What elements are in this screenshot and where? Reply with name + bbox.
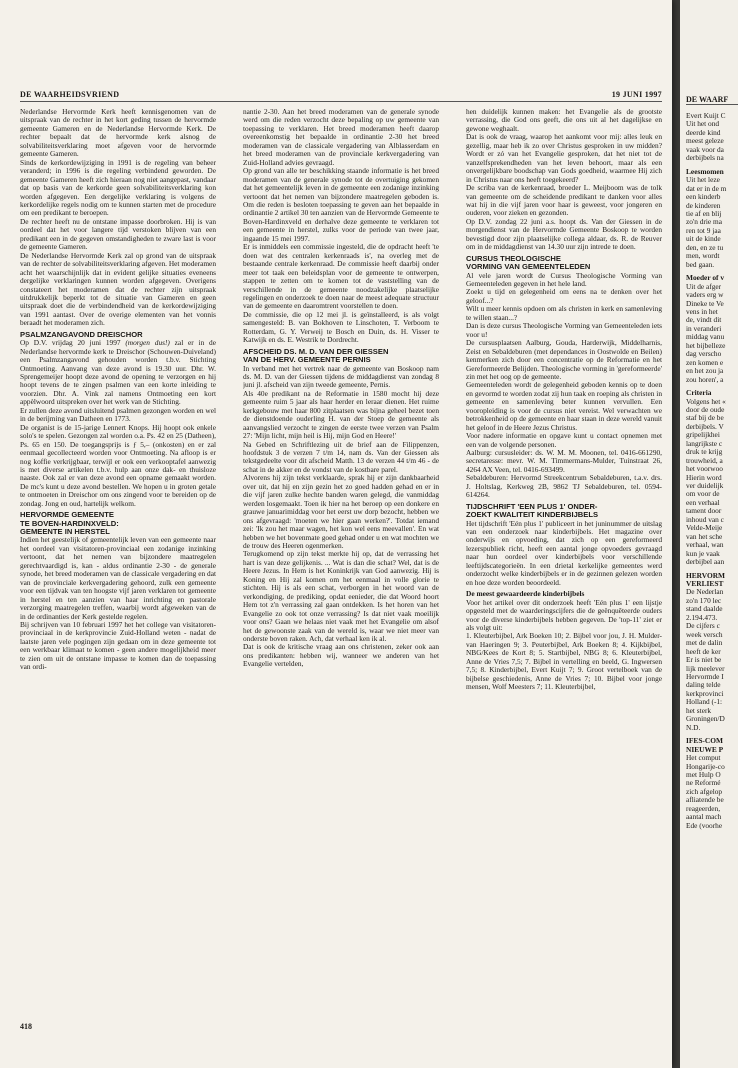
text-line: druk te krijg — [686, 447, 723, 457]
paragraph: Op grond van alle ter beschikking staande informatie is het breed moderamen van de generale synode tot de overtuiging gekomen dat het gemeentelijk leven in de gemeente een zodanige inzinking vertoont dat het nemen van bijzondere maatregelen geboden is. Om die reden is besloten toepassing te geven aan het bepaalde in ordinantie 2 artikel 30 ten aanzien van de Hervormde Gemeente te Boven-Hardinxveld en derhalve deze gemeente te verklaren tot een gemeente in herstel, zulks voor de periode van twee jaar, ingaande 15 mei 1997. — [243, 166, 439, 243]
text-line: men, wordt — [686, 251, 720, 261]
text-line: meest geleze — [686, 136, 724, 146]
text-line: het bijbelleze — [686, 340, 726, 350]
text-line: derbijbel aan — [686, 557, 725, 567]
text-line: gripelijkhei — [686, 430, 720, 440]
subheading — [686, 737, 738, 754]
headline-tijdschrift — [466, 503, 662, 520]
text-line: Ede (voorhe — [686, 820, 723, 830]
subheading: De meest gewaardeerde kinderbijbels — [466, 589, 585, 599]
headline-cursus — [466, 255, 662, 272]
text-line: vens in het — [686, 306, 718, 316]
text-line: stand daalde — [686, 604, 723, 614]
text-line: aantal mach — [686, 812, 722, 822]
headline-line: AFSCHEID DS. M. D. VAN DER GIESSEN — [243, 346, 389, 356]
issue-date: 19 JUNI 1997 — [611, 90, 662, 99]
paragraph: hen duidelijk kunnen maken: het Evangelie als de grootste verrassing, die God ons geeft, die ons uit al het dagelijkse en gewone weghaalt. — [466, 108, 662, 133]
text-block — [686, 588, 738, 732]
text-line: Velde-Meije — [686, 523, 723, 533]
paragraph: De cursusplaatsen Aalburg, Gouda, Harderwijk, Middelharnis, Zeist en Sebaldeburen (met dependances in Oostwolde en Beilen) kenmerken zich door een concentratie op de Reformatie en het Gereformeerde Belijden. Theologische vorming in 'gereformeerde' zin met het oog op de gemeente. — [466, 338, 662, 381]
next-page-edge — [680, 0, 738, 1068]
text-line: het voorwoo — [686, 464, 723, 474]
text-line: week versch — [686, 629, 723, 639]
text-line: Volgens het « — [686, 396, 726, 406]
subheading — [686, 572, 738, 589]
text-line: tament door — [686, 506, 722, 516]
paragraph: Zoekt u tijd en gelegenheid om eens na te denken over het geloof...? — [466, 287, 662, 305]
paragraph: Bij schrijven van 10 februari 1997 het het college van visitatoren-provinciaal in de kerkprovincie Zuid-Holland weten - nadat de laatste jaren vele pogingen zijn gedaan om in deze gemeente tot een werkbaar klimaat te komen - geen andere mogelijkheid meer te zien om uit de ontstane impasse te komen dan de toepassing van ordi- — [20, 620, 216, 672]
text-line: om voor de — [686, 489, 720, 499]
text-line: N.D. — [686, 722, 701, 732]
paragraph: Het tijdschrift 'Eén plus 1' publiceert in het juninummer de uitslag van een onderzoek naar kinderbijbels. Het magazine over onderwijs en opvoeding, dat zich op een gereformeerd lezerspubliek richt, heeft een aantal jonge opvoeders gevraagd naar hun oordeel over kinderbijbels voor verschillende leeftijdscategorieën. In een drietal kerkelijke gemeentes werd onderzocht welke kinderbijbels er in de gezinnen gelezen worden en hoe deze worden beoordeeld. — [466, 518, 662, 587]
text-line: Uit het leze — [686, 175, 720, 185]
paragraph: Voor nadere informatie en opgave kunt u contact opnemen met een van de volgende personen. — [466, 431, 662, 449]
subheading: Moeder of v — [686, 273, 725, 283]
column-1 — [20, 108, 216, 1046]
text-line: en het zou ja — [686, 366, 724, 376]
text-line: ver duidelijk — [686, 481, 724, 491]
subheading: Leesmomen — [686, 166, 724, 176]
text-block — [686, 112, 738, 163]
text-block — [686, 283, 738, 384]
paragraph: De Nederlandse Hervormde Kerk zal op grond van de uitspraak van de rechter de solvabiliteitsverklaring afgeven. Het moderamen acht het waarschijnlijk dat in evident gelijke situaties eveneens dergelijke verklaringen kunnen worden afgegeven. Overigens constateert het moderamen dat de rechter zijn uitspraak uitdrukkelijk beperkt tot de situatie van Gameren en geen uitspraak doet die de verbindendheid van de kerkordewijziging van 1991 aantast. Over de overige elementen van het vonnis beraadt het moderamen zich. — [20, 250, 216, 328]
headline-afscheid — [243, 348, 439, 365]
paragraph: Al vele jaren wordt de Cursus Theologische Vorming van Gemeenteleden gegeven in het hele land. — [466, 270, 662, 288]
text-line: zo'n drie ma — [686, 217, 722, 227]
headline-psalmzangavond: PSALMZANGAVOND DREISCHOR — [20, 329, 143, 339]
text-line: derbijbels. V — [686, 421, 724, 431]
paragraph: In verband met het vertrek naar de gemeente van Boskoop nam ds. M. D. van der Giessen tijdens de middagdienst van zondag 8 juni jl. afscheid van zijn tweede gemeente, Pernis. — [243, 363, 439, 390]
text-line: Uit het ond — [686, 119, 720, 129]
text-line: Holland (-1: — [686, 697, 723, 707]
text-line: Het comput — [686, 753, 721, 763]
text-line: een kinderb — [686, 192, 721, 202]
text-line: zich afgelop — [686, 786, 723, 796]
text-line: langrijkste c — [686, 438, 723, 448]
paragraph: Nederlandse Hervormde Kerk heeft kennisgenomen van de uitspraak van de rechter in het kort geding tussen de hervormde gemeente Gameren en de Nederlandse Hervormde Kerk. De rechter bepaalt dat de hervormde kerk alsnog de solvabiliteitsverklaring moet afgeven voor de hervormde gemeente Gameren. — [20, 108, 216, 159]
paragraph: Alvorens hij zijn tekst verklaarde, sprak hij er zijn dankbaarheid over uit, dat hij en zijn gezin het zo goed hadden gehad en er in die vijf jaren zulke hechte banden waren gelegd, die vanmiddag werden losgemaakt. Toen ik hier na het beroep op een donkere en grauwe januarimiddag voor het eerst uw dorp bezocht, hebben we ons afgevraagd: 'moeten we hier gaan werken?'. Totdat iemand zei: 'Ik zou het maar wagen, het kon wel eens meevallen'. En wat hebben we het bovenmate goed gehad onder u en wat mochten we de trouw des Heeren ogenmerken. — [243, 473, 439, 551]
text: zal er in de Nederlandse hervormde kerk te Dreischor (Schouwen-Duiveland) een Psalmzangavond gehouden worden t.b.v. Stichting Ontmoeting. Aanvang van deze avond is 19.30 uur. Dhr. W. Sprengemeijer hoopt deze avond de opening te verzorgen en hij hoopt tevens de te zingen psalmen van een korte inleiding te voorzien. Dhr. A. Vink zal namens Ontmoeting een kort appèlwoord uitspreken over het werk van de Stichting. — [20, 338, 216, 407]
text-line: door de oude — [686, 404, 725, 414]
headline-line: VAN DE HERV. GEMEENTE PERNIS — [243, 355, 371, 365]
text-line: uit de kinde — [686, 234, 721, 244]
paragraph: Na Gebed en Schriftlezing uit de brief aan de Filippenzen, hoofdstuk 3 de verzen 7 t/m 14, nam ds. Van der Giessen als tekstgedeelte voor dit afscheid Matth. 13 de verzen 44 t/m 46 - de schat in de akker en de vondst van de kostbare parel. — [243, 439, 439, 474]
headline-line: ZOEKT KWALITEIT KINDERBIJBELS — [466, 510, 599, 520]
text-line: staf bij de be — [686, 413, 724, 423]
text-line: dat er in de m — [686, 183, 727, 193]
paragraph — [20, 339, 216, 407]
text-line: het sterk — [686, 705, 712, 715]
emphasis: (morgen dus!) — [125, 338, 170, 348]
paragraph: Aalburg: cursusleider: ds. W. M. M. Moonen, tel. 0416-661290, secretaresse: mevr. W. M. Timmermans-Mulder, Tuinstraat 26, 4264 AX Veen, tel. 0416-693499. — [466, 448, 662, 474]
text-line: verhaal, wan — [686, 540, 724, 550]
paragraph: Voor het artikel over dit onderzoek heeft 'Eén plus 1' een lijstje opgesteld met de waarderingscijfers die de geënquêteerde ouders voor de diverse kinderbijbels hebben gegeven. De 'top-11' ziet er als volgt uit: — [466, 597, 662, 632]
text-line: de, vindt dit — [686, 315, 722, 325]
paragraph: Wilt u meer kennis opdoen om als christen in kerk en samenleving te willen staan...? — [466, 304, 662, 322]
text-line: zou horen', a — [686, 374, 724, 384]
page-header — [20, 90, 662, 102]
text-line: middag vanu — [686, 332, 725, 342]
text-line: afliatende be — [686, 795, 724, 805]
next-page-header: DE WAARF — [686, 95, 738, 105]
text-line: Er is niet be — [686, 655, 722, 665]
text-line: lijk meelever — [686, 663, 725, 673]
paragraph: De commissie, die op 12 mei jl. is geïnstalleerd, is als volgt samengesteld: B. van Bokhoven te Linschoten, T. Verboom te Rotterdam, G. Y. Verweij te Bosch en Duin, ds. H. Visser te Katwijk en ds. E. Westrik te Dordrecht. — [243, 309, 439, 345]
paragraph: Sebaldeburen: Hervormd Streekcentrum Sebaldeburen, t.a.v. drs. J. Holtslag, Kerkweg 2B, 9862 TJ Sebaldeburen, tel. 0594-614264. — [466, 473, 662, 500]
text-line: ne Reformé — [686, 778, 721, 788]
text-line: van het sche — [686, 531, 723, 541]
text-line: kun je vaak — [686, 548, 720, 558]
headline-line: NIEUWE P — [686, 744, 724, 754]
text-line: de kinderen — [686, 200, 721, 210]
headline-line: CURSUS THEOLOGISCHE — [466, 253, 561, 263]
text-block — [686, 754, 738, 830]
paragraph: nantie 2-30. Aan het breed moderamen van de generale synode werd om die reden verzocht deze bepaling op uw gemeente van toepassing te verklaren. Het breed moderamen heeft daarop overeenkomstig het bepaalde in ordinantie 2-30 het breed moderamen van de classicale vergadering van Alblasserdam en het breed moderamen van de provinciale kerkvergadering van Zuid-Holland advies gevraagd. — [243, 108, 439, 167]
text-line: tie af en blij — [686, 208, 722, 218]
headline-line: HERVORMDE GEMEENTE — [20, 510, 114, 520]
text-line: den, en ze tu — [686, 242, 724, 252]
text-line: heeft de ker — [686, 646, 721, 656]
text-line: kerkprovinci — [686, 688, 724, 698]
paragraph: Dan is deze cursus Theologische Vorming van Gemeenteleden iets voor u! — [466, 321, 662, 339]
text-line: trouwheid, a — [686, 455, 723, 465]
text-line: een verhaal — [686, 497, 720, 507]
next-page-column — [686, 112, 738, 830]
paragraph: Indien het geestelijk of gemeentelijk leven van een gemeente naar het oordeel van visitatoren-provinciaal een zodanige inzinking vertoont, dat het nemen van bijzondere maatregelen gerechtvaardigd is, kan - aldus ordinantie 2-30 - de generale synode, het breed moderamen van de classicale vergadering en dat van de provinciale kerkvergadering gehoord, zulk een gemeente voor een tijdvak van ten hoogste vijf jaren verklaren tot gemeente in herstel en ten aanzien van haar inrichting en pastorale verzorging maatregelen treffen, waarbij wordt afgeweken van de in de ordinanties der Kerk gestelde regelen. — [20, 535, 216, 621]
text-line: bed gaan. — [686, 259, 715, 269]
text-line: Evert Kuijt C — [686, 111, 726, 120]
page-number: 418 — [20, 1022, 32, 1031]
text-line: derbijbels na — [686, 153, 724, 163]
headline-line: TE BOVEN-HARDINXVELD: — [20, 518, 119, 528]
text-line: vaders erg w — [686, 290, 724, 300]
text-line: daling telde — [686, 680, 721, 690]
paragraph: Terugkomend op zijn tekst merkte hij op, dat de verrassing het hart is van deze gelijkenis. ... Wat is dan die schat? Wel, dat is de Heere Jezus. In Hem is het Koninkrijk van God aanwezig. Hij is Koning en Hij zal komen om het eenmaal in volle glorie te stichten. Hij is als een schat, verborgen in het woord van de verkondiging, de prediking, opdat eenieder, die dat Woord hoort Hem tot z'n verrassing zal gaan ontdekken. Is het horen van het Evangelie zo ook tot onze verrassing? Is dat niet vaak moeilijk voor ons? Gaan we helaas niet vaak met het Evangelie om alsof het de gewoonste zaak van de wereld is, waar we niet meer van onderste boven raken. Ach, dat verhaal ken ik al. — [243, 549, 439, 643]
paragraph: Er is inmiddels een commissie ingesteld, die de opdracht heeft 'te doen wat des centralen kerkenraads is', na overleg met de bestaande centrale kerkenraad. De commissie heeft daarbij onder meer tot taak een beleidsplan voor de gemeente te ontwerpen, stappen te zetten om te komen tot de vaststelling van de verschillende in de gemeente noodzakelijke plaatselijke regelingen en onderzoek te doen naar de meest adequate structuur van de gemeente en daaromtrent voorstellen te doen. — [243, 242, 439, 311]
text-line: Groningen/D — [686, 714, 725, 724]
headline-line: IFES-COM — [686, 736, 723, 746]
text-line: Dineke te Ve — [686, 298, 724, 308]
paragraph: De rechter heeft nu de ontstane impasse doorbroken. Hij is van oordeel dat het voor langere tijd verstoken blijven van een predikant een in de gegeven omstandigheden te zware last is voor de gemeente Gameren. — [20, 216, 216, 252]
text-line: Hongarije-co — [686, 761, 725, 771]
text-line: met Hulp O — [686, 769, 721, 779]
subheading: Criteria — [686, 388, 712, 398]
text-line: 2.194.473. — [686, 612, 718, 622]
text-block — [686, 176, 738, 269]
text-line: Hierin word — [686, 472, 722, 482]
text-line: Hervormde I — [686, 672, 724, 681]
column-3 — [466, 108, 662, 1046]
text-line: in veranderi — [686, 323, 722, 333]
paragraph: Er zullen deze avond uitsluitend psalmen gezongen worden en wel in de berijming van Datheen en 1773. — [20, 405, 216, 424]
text-line: zo'n 170 lec — [686, 595, 722, 605]
text-line: met de dalin — [686, 638, 723, 648]
paragraph: Gemeenteleden wordt de gelegenheid geboden kennis op te doen en gevormd te worden zodat zij hun taak en roeping als christen in gemeente en samenleving beter kunnen vervullen. Een vooropleiding is voor de cursus niet vereist. Wel verwachten we betrokkenheid op de gemeente en haar staan in deze wereld vanuit het geloof in de Heere Jezus Christus. — [466, 380, 662, 432]
text-line: De Nederlan — [686, 587, 724, 597]
paragraph: De organist is de 15-jarige Lennert Knops. Hij hoopt ook enkele solo's te spelen. Gezongen zal worden o.a. Ps. 42 en 25 (Datheen), Ps. 65 en 150. De toegangsprijs is ƒ 5,– (onkosten) en er zal eenmaal gecollecteerd worden voor Ontmoeting. Na afloop is er nog koffie verkrijgbaar, terwijl er ook een verkooptafel aanwezig is met diverse artikelen t.b.v. hulp aan onze dak- en thuisloze naaste. Ook zal er van deze avond een opname gemaakt worden. De mc's kunt u deze avond bestellen. We hopen u in groten getale te ontmoeten in Dreischor om ons zingend voor te bereiden op de zondag. Jong en oud, hartelijk welkom. — [20, 422, 216, 508]
headline-line: HERVORM — [686, 570, 726, 580]
column-2 — [243, 108, 439, 1046]
paragraph: Op D.V. zondag 22 juni a.s. hoopt ds. Van der Giessen in de morgendienst van de Hervormde Gemeente Boskoop te worden bevestigd door zijn plaatselijke collega aldaar, ds. R. de Reuver om in de middagdienst van 14.30 uur zijn intrede te doen. — [466, 216, 662, 252]
headline-line: VERLIEST — [686, 579, 724, 589]
text-block — [686, 398, 738, 567]
paragraph: De scriba van de kerkenraad, broeder L. Meijboom was de tolk van gemeente om de scheidende predikant te danken voor alles wat hij in die vijf jaren voor haar is geweest, voor jongeren en ouderen, voor zieken en gezonden. — [466, 183, 662, 218]
text-line: deerde kind — [686, 127, 721, 137]
paragraph: Dat is ook de kritische vraag aan ons christenen, zeker ook aan ons predikanten: hebben wij, wanneer we anderen van het Evangelie vertelden, — [243, 642, 439, 669]
text-line: De cijfers c — [686, 621, 720, 631]
text-line: inhoud van c — [686, 514, 724, 524]
text-line: dag verscho — [686, 349, 722, 359]
paragraph: Als 40e predikant na de Reformatie in 1580 mocht hij deze gemeente ruim 5 jaar als haar herder en leraar dienen. Het ruime kerkgebouw met haar 800 zitplaatsen was bijna geheel bezet toen de dienstdoende ouderling H. van der Stoep de gemeente als aanvangslied verzocht te zingen de eerste twee verzen van Psalm 27: 'Mijn licht, mijn heil is Hij, mijn God en Heere!' — [243, 388, 439, 441]
paragraph: Sinds de kerkordewijziging in 1991 is de regeling van beheer veranderd; in 1996 is die regeling verbindend geworden. De gemeente Gameren heeft zich hieraan nog niet aangepast, vandaar dat op basis van de kerkorde geen solvabiliteitsverklaring kon worden afgegeven. Een dergelijke verklaring is volgens de kerkordelijke regels nodig om te kunnen starten met de procedure om een predikant te beroepen. — [20, 157, 216, 218]
text-line: Uit de afger — [686, 281, 722, 291]
publication-title: DE WAARHEIDSVRIEND — [20, 90, 120, 99]
paragraph: 1. Kleuterbijbel, Ark Boeken 10; 2. Bijbel voor jou, J. H. Mulder-van Haeringen 9; 3. Peuterbijbel, Ark Boeken 8; 4. Kijkbijbel, NBG/Kees de Kort 8; 5. Startbijbel, NBG 8; 6. Kleuterbijbel, Anne de Vries 7,5; 7. Bijbel in vertelling en beeld, G. Ingwersen 7,5; 8. Kinderbijbel, Evert Kuijt 7; 9. Groot vertelboek van de bijbelse geschiedenis, Anne de Vries 7; 10. Bijbel voor jonge mensen, Wolf Meesters 7; 11. Kleuterbijbel, — [466, 631, 662, 692]
text-line: vaak voor da — [686, 144, 724, 154]
text-line: reageerden, — [686, 803, 721, 813]
text-line: ren tot 9 jaa — [686, 225, 721, 235]
paragraph: Dat is ook de vraag, waarop het aankomt voor mij: alles leuk en gezellig, maar heb ik zo over Christus gesproken in uw midden? Wordt er zó van het Evangelie gesproken, dat het niet tot de vanzelfsprekendheden van het leven behoort, maar als een onvergelijkbare boodschap van Gods goedheid, waarmee Hij zich in Christus naar ons heeft toegekeerd? — [466, 132, 662, 184]
headline-line: TIJDSCHRIFT 'EEN PLUS 1' ONDER- — [466, 501, 598, 511]
text: Op D.V. vrijdag 20 juni 1997 — [20, 338, 126, 348]
headline-line: VORMING VAN GEMEENTELEDEN — [466, 262, 591, 272]
headline-line: GEMEENTE IN HERSTEL — [20, 527, 110, 537]
text-line: zen komen e — [686, 357, 724, 367]
headline-boven-hardinxveld — [20, 511, 216, 536]
